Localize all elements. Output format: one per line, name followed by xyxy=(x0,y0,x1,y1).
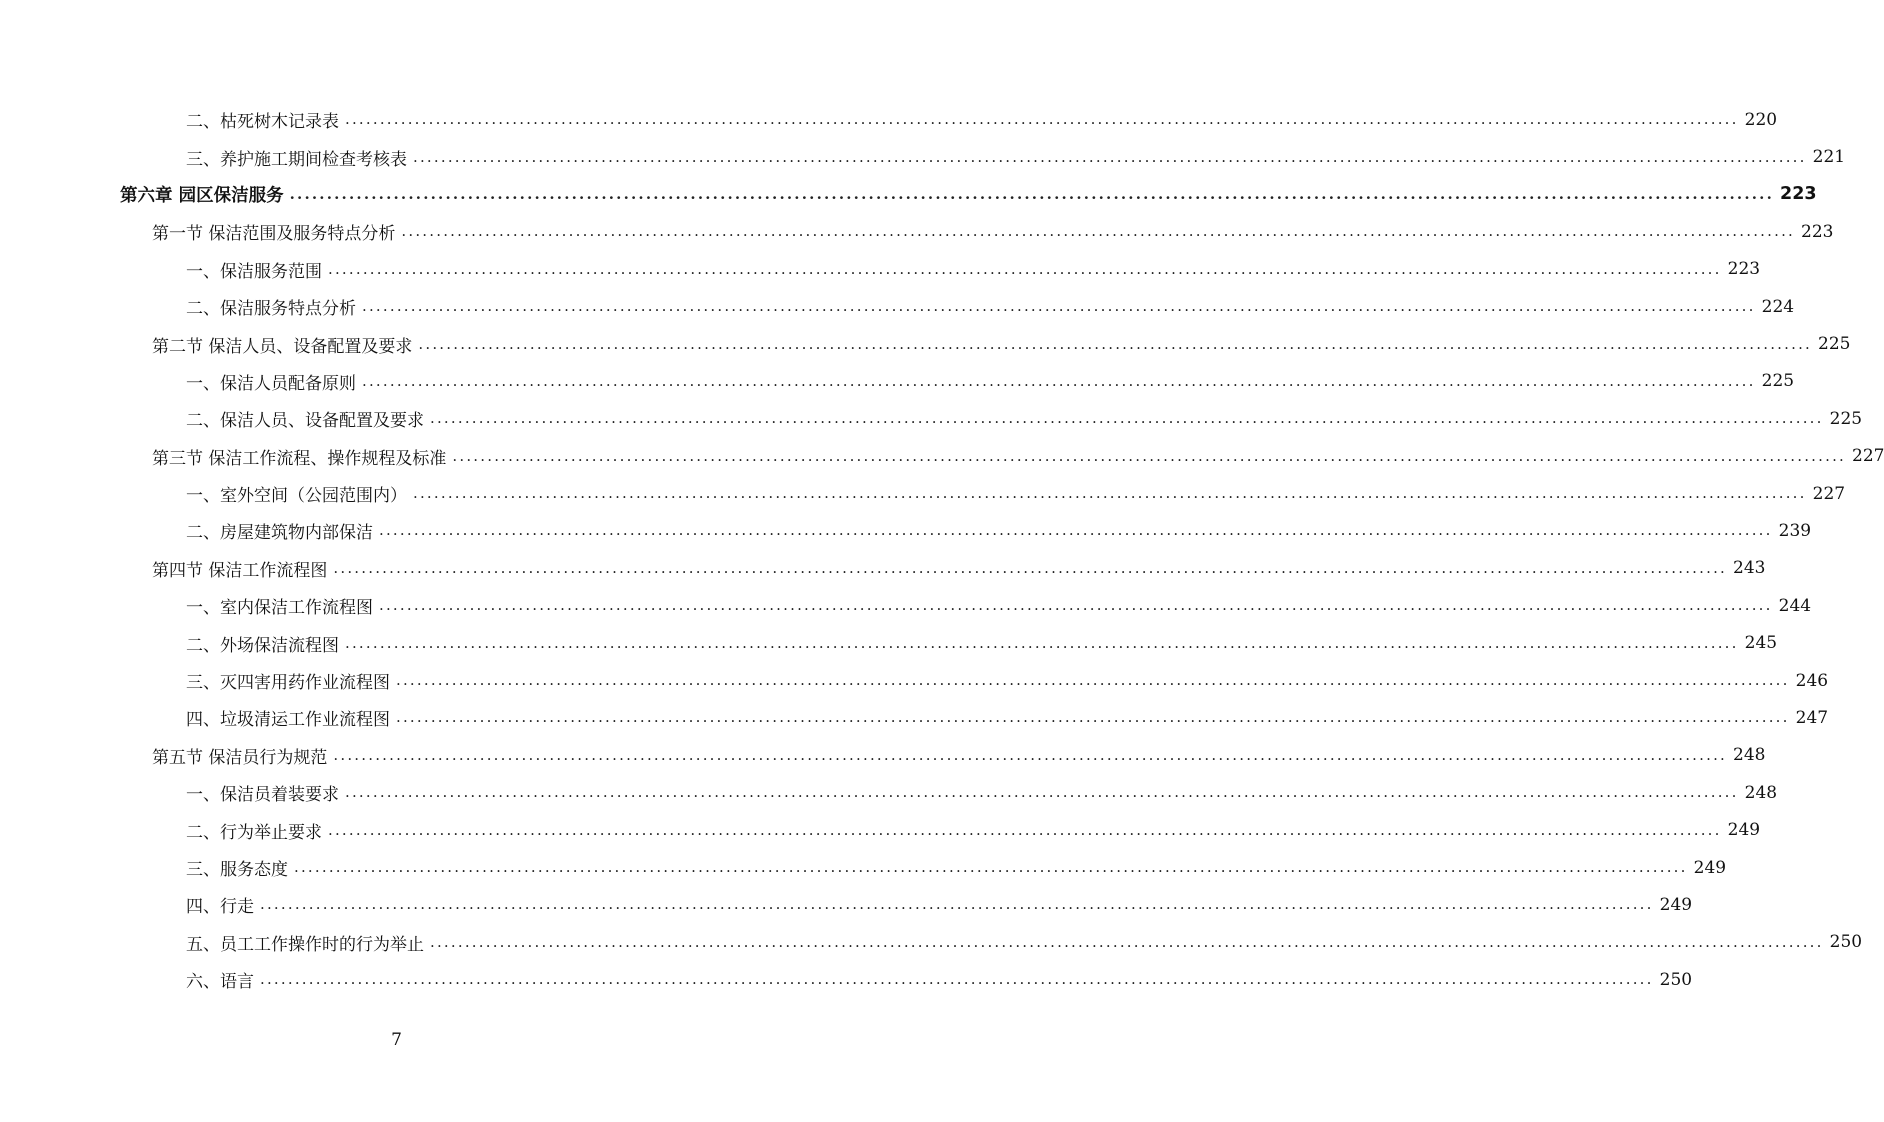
toc-entry-label: 一、保洁员着装要求 xyxy=(186,785,339,806)
toc-entry-label: 一、保洁服务范围 xyxy=(186,261,322,282)
toc-entry-label: 一、室内保洁工作流程图 xyxy=(186,598,373,619)
toc-entry-page: 225 xyxy=(1761,371,1795,392)
toc-dot-leader: ........................................................................................................................................................................................................ xyxy=(452,446,1847,465)
toc-entry-item[interactable] xyxy=(0,288,1795,325)
toc-entry-page: 223 xyxy=(1780,184,1817,205)
toc-entry-page: 249 xyxy=(1727,820,1761,841)
toc-entry-label: 二、枯死树木记录表 xyxy=(186,112,339,133)
toc-dot-leader: ........................................................................................................................................................................................................ xyxy=(413,147,1807,166)
toc-entry-label: 二、保洁服务特点分析 xyxy=(186,299,356,320)
toc-entry-label: 五、员工工作操作时的行为举止 xyxy=(186,934,424,955)
toc-entry-label: 二、保洁人员、设备配置及要求 xyxy=(186,411,424,432)
toc-dot-leader: ........................................................................................................................................................................................................ xyxy=(396,708,1790,727)
toc-entry-page: 243 xyxy=(1733,558,1766,579)
toc-dot-leader: ........................................................................................................................................................................................................ xyxy=(413,484,1807,503)
toc-entry-item[interactable] xyxy=(0,811,1761,848)
toc-dot-leader: ........................................................................................................................................................................................................ xyxy=(345,633,1739,652)
toc-entry-label: 第六章 园区保洁服务 xyxy=(120,185,284,206)
toc-dot-leader: ........................................................................................................................................................................................................ xyxy=(333,745,1728,764)
toc-dot-leader: ........................................................................................................................................................................................................ xyxy=(401,222,1796,241)
toc-entry-item[interactable] xyxy=(0,886,1693,923)
toc-entry-label: 四、垃圾清运工作业流程图 xyxy=(186,710,390,731)
toc-entry-page: 245 xyxy=(1744,633,1778,654)
toc-entry-label: 二、外场保洁流程图 xyxy=(186,635,339,656)
toc-entry-label: 三、养护施工期间检查考核表 xyxy=(186,149,407,170)
page-number: 7 xyxy=(391,1030,402,1050)
toc-dot-leader: ........................................................................................................................................................................................................ xyxy=(289,184,1775,203)
toc-entry-page: 227 xyxy=(1852,446,1884,467)
toc-entry-item[interactable] xyxy=(0,624,1778,661)
toc-entry-section[interactable] xyxy=(0,325,1851,362)
toc-entry-item[interactable] xyxy=(0,774,1778,811)
toc-dot-leader: ........................................................................................................................................................................................................ xyxy=(430,932,1824,951)
toc-entry-label: 第三节 保洁工作流程、操作规程及标准 xyxy=(152,448,447,469)
toc-entry-item[interactable] xyxy=(0,138,1846,175)
toc-entry-label: 二、行为举止要求 xyxy=(186,822,322,843)
toc-dot-leader: ........................................................................................................................................................................................................ xyxy=(418,334,1813,353)
toc-entry-label: 一、室外空间（公园范围内） xyxy=(186,486,407,507)
toc-dot-leader: ........................................................................................................................................................................................................ xyxy=(333,558,1728,577)
toc-entry-item[interactable] xyxy=(0,400,1863,437)
toc-entry-item[interactable] xyxy=(0,961,1693,998)
toc-entry-page: 225 xyxy=(1829,408,1863,429)
toc-dot-leader: ........................................................................................................................................................................................................ xyxy=(328,820,1722,839)
toc-dot-leader: ........................................................................................................................................................................................................ xyxy=(260,895,1654,914)
toc-entry-item[interactable] xyxy=(0,924,1863,961)
toc-entry-page: 223 xyxy=(1727,259,1761,280)
toc-entry-item[interactable] xyxy=(0,849,1727,886)
toc-entry-page: 239 xyxy=(1778,520,1812,541)
toc-entry-section[interactable] xyxy=(0,737,1766,774)
toc-entry-item[interactable] xyxy=(0,101,1778,138)
toc-entry-label: 四、行走 xyxy=(186,897,254,918)
toc-entry-section[interactable] xyxy=(0,213,1834,250)
toc-dot-leader: ........................................................................................................................................................................................................ xyxy=(430,409,1824,428)
toc-entry-label: 二、房屋建筑物内部保洁 xyxy=(186,523,373,544)
toc-entry-item[interactable] xyxy=(0,512,1812,549)
toc-entry-page: 249 xyxy=(1693,857,1727,878)
toc-entry-label: 三、服务态度 xyxy=(186,860,288,880)
toc-entry-item[interactable] xyxy=(0,475,1846,512)
table-of-contents xyxy=(0,101,1884,998)
toc-dot-leader: ........................................................................................................................................................................................................ xyxy=(345,783,1739,802)
toc-entry-page: 224 xyxy=(1761,296,1795,317)
toc-entry-label: 六、语言 xyxy=(186,972,254,993)
toc-dot-leader: ........................................................................................................................................................................................................ xyxy=(379,596,1773,615)
toc-entry-page: 246 xyxy=(1795,670,1829,691)
toc-entry-label: 第二节 保洁人员、设备配置及要求 xyxy=(152,336,413,357)
toc-entry-page: 250 xyxy=(1659,969,1693,990)
toc-entry-page: 244 xyxy=(1778,595,1812,616)
toc-entry-label: 一、保洁人员配备原则 xyxy=(186,373,356,394)
toc-entry-page: 221 xyxy=(1812,147,1846,168)
toc-entry-label: 第四节 保洁工作流程图 xyxy=(152,560,328,581)
toc-entry-page: 249 xyxy=(1659,894,1693,915)
toc-entry-label: 第五节 保洁员行为规范 xyxy=(152,747,328,768)
toc-entry-page: 220 xyxy=(1744,109,1778,130)
toc-entry-item[interactable] xyxy=(0,587,1812,624)
toc-entry-page: 247 xyxy=(1795,707,1829,728)
toc-dot-leader: ........................................................................................................................................................................................................ xyxy=(260,970,1654,989)
toc-entry-page: 248 xyxy=(1733,745,1766,766)
toc-entry-chapter[interactable] xyxy=(0,176,1817,213)
toc-entry-page: 250 xyxy=(1829,932,1863,953)
toc-entry-page: 227 xyxy=(1812,483,1846,504)
toc-entry-item[interactable] xyxy=(0,363,1795,400)
toc-dot-leader: ........................................................................................................................................................................................................ xyxy=(328,259,1722,278)
toc-entry-page: 223 xyxy=(1801,221,1834,242)
toc-entry-section[interactable] xyxy=(0,550,1766,587)
toc-dot-leader: ........................................................................................................................................................................................................ xyxy=(362,297,1756,316)
toc-dot-leader: ........................................................................................................................................................................................................ xyxy=(379,521,1773,540)
toc-entry-page: 225 xyxy=(1818,334,1851,355)
toc-entry-section[interactable] xyxy=(0,438,1884,475)
toc-dot-leader: ........................................................................................................................................................................................................ xyxy=(345,110,1739,129)
toc-entry-page: 248 xyxy=(1744,782,1778,803)
toc-entry-label: 三、灭四害用药作业流程图 xyxy=(186,673,390,694)
toc-dot-leader: ........................................................................................................................................................................................................ xyxy=(294,858,1688,876)
toc-entry-item[interactable] xyxy=(0,662,1829,699)
toc-entry-label: 第一节 保洁范围及服务特点分析 xyxy=(152,224,396,245)
toc-entry-item[interactable] xyxy=(0,699,1829,736)
toc-entry-item[interactable] xyxy=(0,251,1761,288)
toc-dot-leader: ........................................................................................................................................................................................................ xyxy=(396,671,1790,690)
toc-dot-leader: ........................................................................................................................................................................................................ xyxy=(362,371,1756,390)
